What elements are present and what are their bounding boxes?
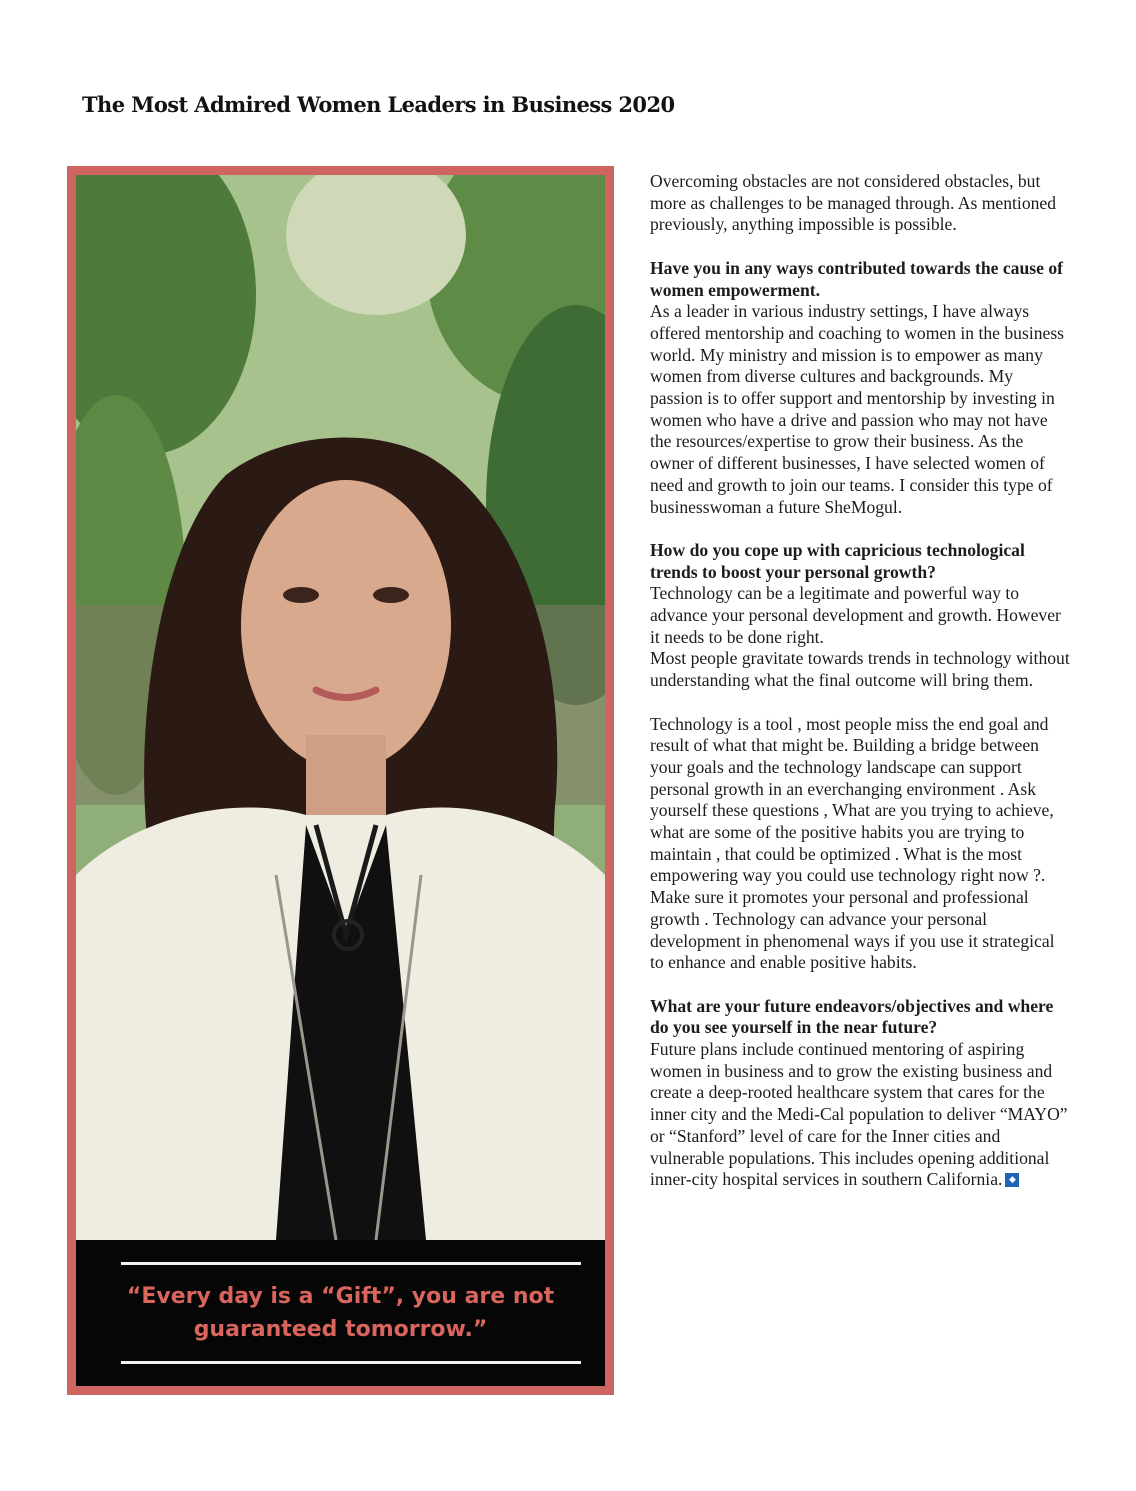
portrait-illustration — [76, 175, 605, 1240]
question-heading: Have you in any ways contributed towards the cause of women empowerment. — [650, 257, 1063, 300]
quote-box — [76, 1240, 605, 1386]
answer-text: As a leader in various industry settings, I have always offered mentorship and coaching to women in the business world. My ministry and mission is to empower as many women from diverse cultures and backgrounds. My passion is to offer support and mentorship by investing in women who have a drive and passion who may not have the resources/expertise to grow their business. As the owner of different businesses, I have selected women of need and growth to join our teams. I consider this type of businesswoman a future SheMogul. — [650, 301, 1065, 517]
qa-block-1 — [650, 258, 1070, 518]
article-body — [650, 171, 1070, 1213]
question-heading: How do you cope up with capricious technological trends to boost your personal growth? — [650, 539, 1025, 582]
quote-bottom-rule — [121, 1361, 581, 1364]
quote-top-rule — [121, 1262, 581, 1265]
answer-paragraph: Technology is a tool , most people miss the end goal and result of what that might be. Building a bridge between your goals and the technology landscape can support personal growth in an everchanging environment . Ask yourself these questions , What are you trying to achieve, what are some of the positive habits you are trying to maintain , that could be optimized . What is the most empowering way you could use technology right now ?. Make sure it promotes your personal and professional growth . Technology can advance your personal development in phenomenal ways if you use it strategical to enhance and enable positive habits. — [650, 713, 1055, 973]
end-of-article-icon: ◆ — [1005, 1173, 1019, 1187]
answer-text: Most people gravitate towards trends in technology without understanding what the final outcome will bring them. — [650, 648, 1070, 691]
qa-block-2 — [650, 540, 1070, 692]
intro-paragraph: Overcoming obstacles are not considered obstacles, but more as challenges to be managed through. As mentioned previously, anything impossible is possible. — [650, 171, 1057, 235]
page-title: The Most Admired Women Leaders in Business 2020 — [82, 92, 675, 117]
portrait-photo — [76, 175, 605, 1240]
answer-text: Technology can be a legitimate and powerful way to advance your personal development and growth. However it needs to be done right. — [650, 583, 1061, 647]
answer-text: Future plans include continued mentoring of aspiring women in business and to grow the existing business and create a deep-rooted healthcare system that cares for the inner city and the Medi-Cal population to deliver “MAYO” or “Stanford” level of care for the Inner cities and vulnerable populations. This includes opening additional inner-city hospital services in southern California. — [650, 1039, 1068, 1190]
question-heading: What are your future endeavors/objectives and where do you see yourself in the near future? — [650, 995, 1054, 1038]
photo-frame — [67, 166, 614, 1395]
pull-quote: “Every day is a “Gift”, you are not guaranteed tomorrow.” — [126, 1284, 555, 1342]
qa-block-3 — [650, 996, 1070, 1191]
